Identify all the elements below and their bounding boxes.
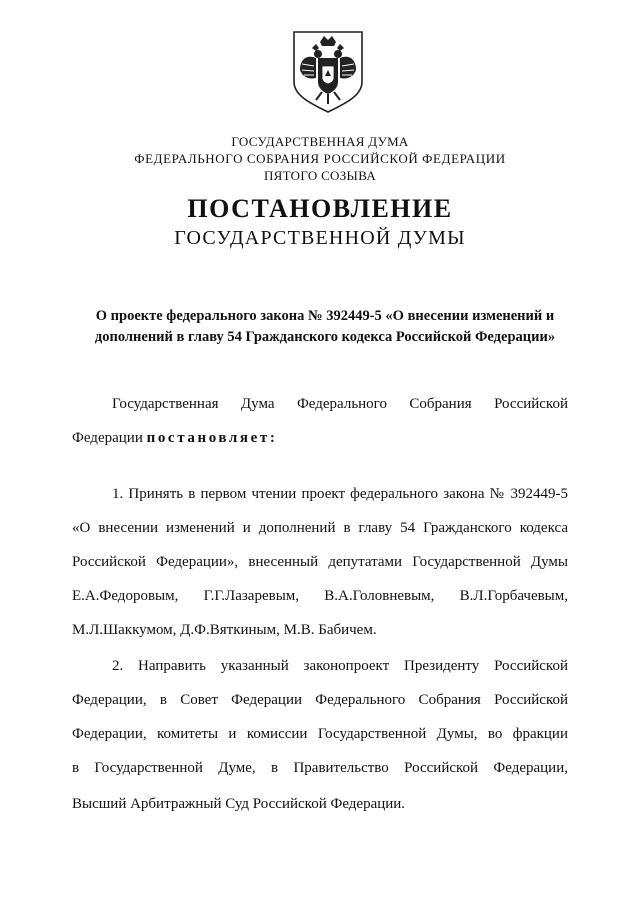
item-1-line-1: 1. Принять в первом чтении проект федерального закона № 392449-5 (112, 486, 568, 502)
document-type-title: ПОСТАНОВЛЕНИЕ (187, 194, 453, 223)
russian-coat-of-arms-icon (292, 30, 364, 114)
preamble-text: Федерации (72, 430, 147, 446)
item-1-line-2: «О внесении изменений и дополнений в главу 54 Гражданского кодекса (72, 520, 568, 536)
subject-line-1: О проекте федерального закона № 392449-5 «О внесении изменений и (95, 308, 555, 324)
preamble-line-2 (72, 430, 568, 447)
item-1-line-5: М.Л.Шаккумом, Д.Ф.Вяткиным, М.В. Бабичем. (72, 622, 377, 638)
item-2-line-3: Федерации, комитеты и комиссии Государственной Думы, во фракции (72, 726, 568, 742)
document-issuer-subtitle: ГОСУДАРСТВЕННОЙ ДУМЫ (174, 227, 466, 249)
item-1-line-3: Российской Федерации», внесенный депутатами Государственной Думы (72, 554, 568, 570)
item-1-line-4: Е.А.Федоровым, Г.Г.Лазаревым, В.А.Головневым, В.Л.Горбачевым, (72, 588, 568, 604)
subject-line-2: дополнений в главу 54 Гражданского кодекса Российской Федерации» (94, 329, 556, 345)
item-2-line-4: в Государственной Думе, в Правительство Российской Федерации, (72, 760, 568, 776)
item-2-line-2: Федерации, в Совет Федерации Федерального Собрания Российской (72, 692, 568, 708)
resolves-emphasis: постановляет: (146, 430, 278, 446)
preamble-line-1: Государственная Дума Федерального Собрания Российской (112, 396, 568, 412)
item-2-line-1: 2. Направить указанный законопроект Президенту Российской (112, 658, 568, 674)
org-name-line-2: ФЕДЕРАЛЬНОГО СОБРАНИЯ РОССИЙСКОЙ ФЕДЕРАЦИИ (134, 151, 506, 166)
item-2-line-5: Высший Арбитражный Суд Российской Федерации. (72, 796, 406, 812)
convocation-line: ПЯТОГО СОЗЫВА (263, 168, 377, 183)
org-name-line-1: ГОСУДАРСТВЕННАЯ ДУМА (231, 134, 409, 149)
